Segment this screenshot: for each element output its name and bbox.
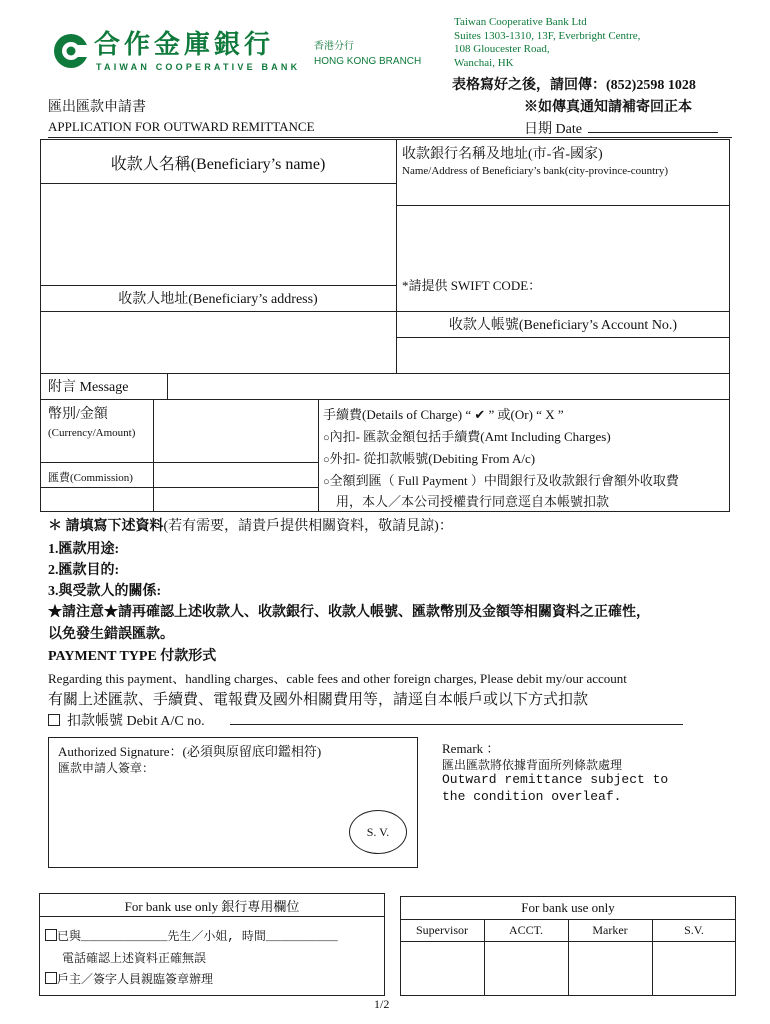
form-title-en: APPLICATION FOR OUTWARD REMITTANCE bbox=[48, 119, 315, 134]
account-number-label: 收款人帳號(Beneficiary’s Account No.) bbox=[448, 318, 678, 333]
swift-code-label: *請提供 SWIFT CODE： bbox=[402, 278, 542, 293]
signature-label-zh: 匯款申請人簽章： bbox=[58, 761, 155, 775]
page-number: 1/2 bbox=[374, 997, 390, 1011]
branch-name-zh: 香港分行 bbox=[314, 41, 354, 52]
instructions-heading bbox=[48, 515, 453, 535]
currency-amount-field[interactable] bbox=[154, 400, 317, 461]
payment-regarding-zh: 有關上述匯款、手續費、電報費及國外相關費用等，請逕自本帳戶或以下方式扣款 bbox=[48, 692, 589, 708]
currency-label: 幣別/金額 bbox=[48, 407, 108, 422]
divider bbox=[40, 399, 730, 400]
commission-label: 匯費(Commission) bbox=[48, 472, 133, 484]
commission-field[interactable] bbox=[154, 463, 317, 486]
debit-account-field[interactable] bbox=[230, 724, 683, 725]
charge-option-full[interactable] bbox=[323, 470, 679, 489]
remittance-usage-label: 1.匯款用途: bbox=[48, 542, 120, 557]
address-line: 108 Gloucester Road, bbox=[454, 43, 550, 55]
remittance-purpose-label: 2.匯款目的: bbox=[48, 563, 120, 578]
phone-confirm-checkbox[interactable] bbox=[45, 929, 57, 941]
phone-confirm-label: 已與____________先生／小姐, 時間__________ bbox=[57, 930, 338, 944]
charge-option-label: 全額到匯（ Full Payment ）中間銀行及收款銀行會額外收取費 bbox=[329, 473, 679, 488]
date-label: 日期 Date bbox=[524, 122, 582, 137]
branch-name-en: HONG KONG BRANCH bbox=[314, 56, 422, 67]
message-field[interactable] bbox=[168, 374, 729, 398]
sv-stamp bbox=[349, 810, 407, 854]
remark-title: Remark ： bbox=[442, 741, 500, 756]
warning-text-cont: 以免發生錯誤匯款。 bbox=[48, 627, 174, 642]
divider bbox=[39, 916, 385, 917]
bank-emblem-icon bbox=[52, 32, 90, 70]
account-number-field[interactable] bbox=[397, 338, 729, 372]
charge-option-label: 外扣- 從扣款帳號(Debiting From A/c) bbox=[329, 451, 536, 466]
charge-option-label: 內扣- 匯款金額包括手續費(Amt Including Charges) bbox=[329, 429, 611, 444]
signature-label: Authorized Signature：(必須與原留底印鑑相符) bbox=[58, 744, 322, 759]
charge-option-ours[interactable] bbox=[323, 426, 611, 445]
remark-zh: 匯出匯款將依據背面所列條款處理 bbox=[442, 759, 623, 773]
beneficiary-bank-label-zh: 收款銀行名稱及地址(市-省-國家) bbox=[402, 147, 603, 162]
in-person-checkbox[interactable] bbox=[45, 972, 57, 984]
remark-en-1: Outward remittance subject to bbox=[442, 772, 669, 787]
original-notice: ※如傳真通知請補寄回正本 bbox=[524, 100, 692, 115]
warning-text: ★請注意★請再確認上述收款人、收款銀行、收款人帳號、匯款幣別及金額等相關資料之正確性， bbox=[48, 605, 650, 620]
bank-name-zh: 合作金庫銀行 bbox=[94, 30, 275, 60]
charges-title: 手續費(Details of Charge) “ ✔ ” 或(Or) “ X ” bbox=[323, 407, 564, 422]
currency-label-en: (Currency/Amount) bbox=[48, 427, 136, 439]
bank-use-title-right: For bank use only bbox=[521, 900, 615, 915]
radio-circle-icon[interactable]: ○ bbox=[323, 432, 330, 444]
in-person-row bbox=[45, 970, 213, 987]
divider bbox=[40, 285, 396, 286]
in-person-label: 戶主／簽字人員親臨簽章辦理 bbox=[57, 973, 214, 987]
radio-circle-icon[interactable]: ○ bbox=[323, 476, 330, 488]
column-sv: S.V. bbox=[684, 923, 704, 937]
address-line: Wanchai, HK bbox=[454, 56, 514, 69]
charge-option-sha[interactable] bbox=[323, 448, 535, 467]
beneficiary-address-label: 收款人地址(Beneficiary’s address) bbox=[118, 292, 318, 307]
radio-circle-icon[interactable]: ○ bbox=[323, 454, 330, 466]
bank-address bbox=[454, 16, 640, 70]
phone-confirm-row bbox=[45, 927, 338, 944]
sv-stamp-label: S. V. bbox=[366, 825, 390, 839]
bank-use-title-left: For bank use only 銀行專用欄位 bbox=[124, 899, 300, 914]
column-supervisor: Supervisor bbox=[416, 923, 468, 937]
phone-confirm-note: 電話確認上述資料正確無誤 bbox=[62, 952, 207, 966]
beneficiary-bank-field[interactable] bbox=[397, 206, 729, 268]
beneficiary-name-label: 收款人名稱(Beneficiary’s name) bbox=[110, 156, 326, 173]
address-line: Taiwan Cooperative Bank Ltd bbox=[454, 16, 587, 28]
header-rule bbox=[48, 137, 732, 138]
relationship-label: 3.與受款人的關係: bbox=[48, 584, 162, 599]
date-field[interactable] bbox=[588, 132, 718, 133]
beneficiary-bank-label-en: Name/Address of Beneficiary’s bank(city-province-country) bbox=[402, 165, 669, 177]
column-acct: ACCT. bbox=[508, 923, 544, 937]
debit-account-label: 扣款帳號 Debit A/C no. bbox=[67, 714, 205, 729]
message-label: 附言 Message bbox=[48, 380, 129, 395]
divider bbox=[40, 487, 318, 488]
payment-regarding-en: Regarding this payment、handling charges、cable fees and other foreign charges, Please debit my/our account bbox=[48, 671, 627, 686]
payment-type-label: PAYMENT TYPE 付款形式 bbox=[48, 649, 217, 664]
debit-account-row bbox=[48, 710, 205, 730]
beneficiary-address-field[interactable] bbox=[41, 312, 395, 372]
bank-logo bbox=[52, 30, 302, 76]
charge-option-continuation: 用，本人／本公司授權貴行同意逕自本帳號扣款 bbox=[336, 494, 610, 509]
beneficiary-name-field[interactable] bbox=[41, 184, 395, 284]
column-marker: Marker bbox=[592, 923, 628, 937]
address-line: Suites 1303-1310, 13F, Everbright Centre, bbox=[454, 29, 641, 42]
remark-en-2: the condition overleaf. bbox=[442, 789, 622, 804]
instructions-heading-note: (若有需要，請貴戶提供相關資料，敬請見諒)： bbox=[163, 519, 453, 534]
debit-account-checkbox[interactable] bbox=[48, 714, 60, 726]
form-title-zh: 匯出匯款申請書 bbox=[48, 100, 146, 115]
instructions-heading-text: ＊ 請填寫下述資料 bbox=[48, 519, 164, 534]
bank-name-en: TAIWAN COOPERATIVE BANK bbox=[96, 62, 301, 72]
fax-instruction: 表格寫好之後，請回傳：(852)2598 1028 bbox=[452, 78, 696, 93]
divider bbox=[318, 399, 319, 512]
